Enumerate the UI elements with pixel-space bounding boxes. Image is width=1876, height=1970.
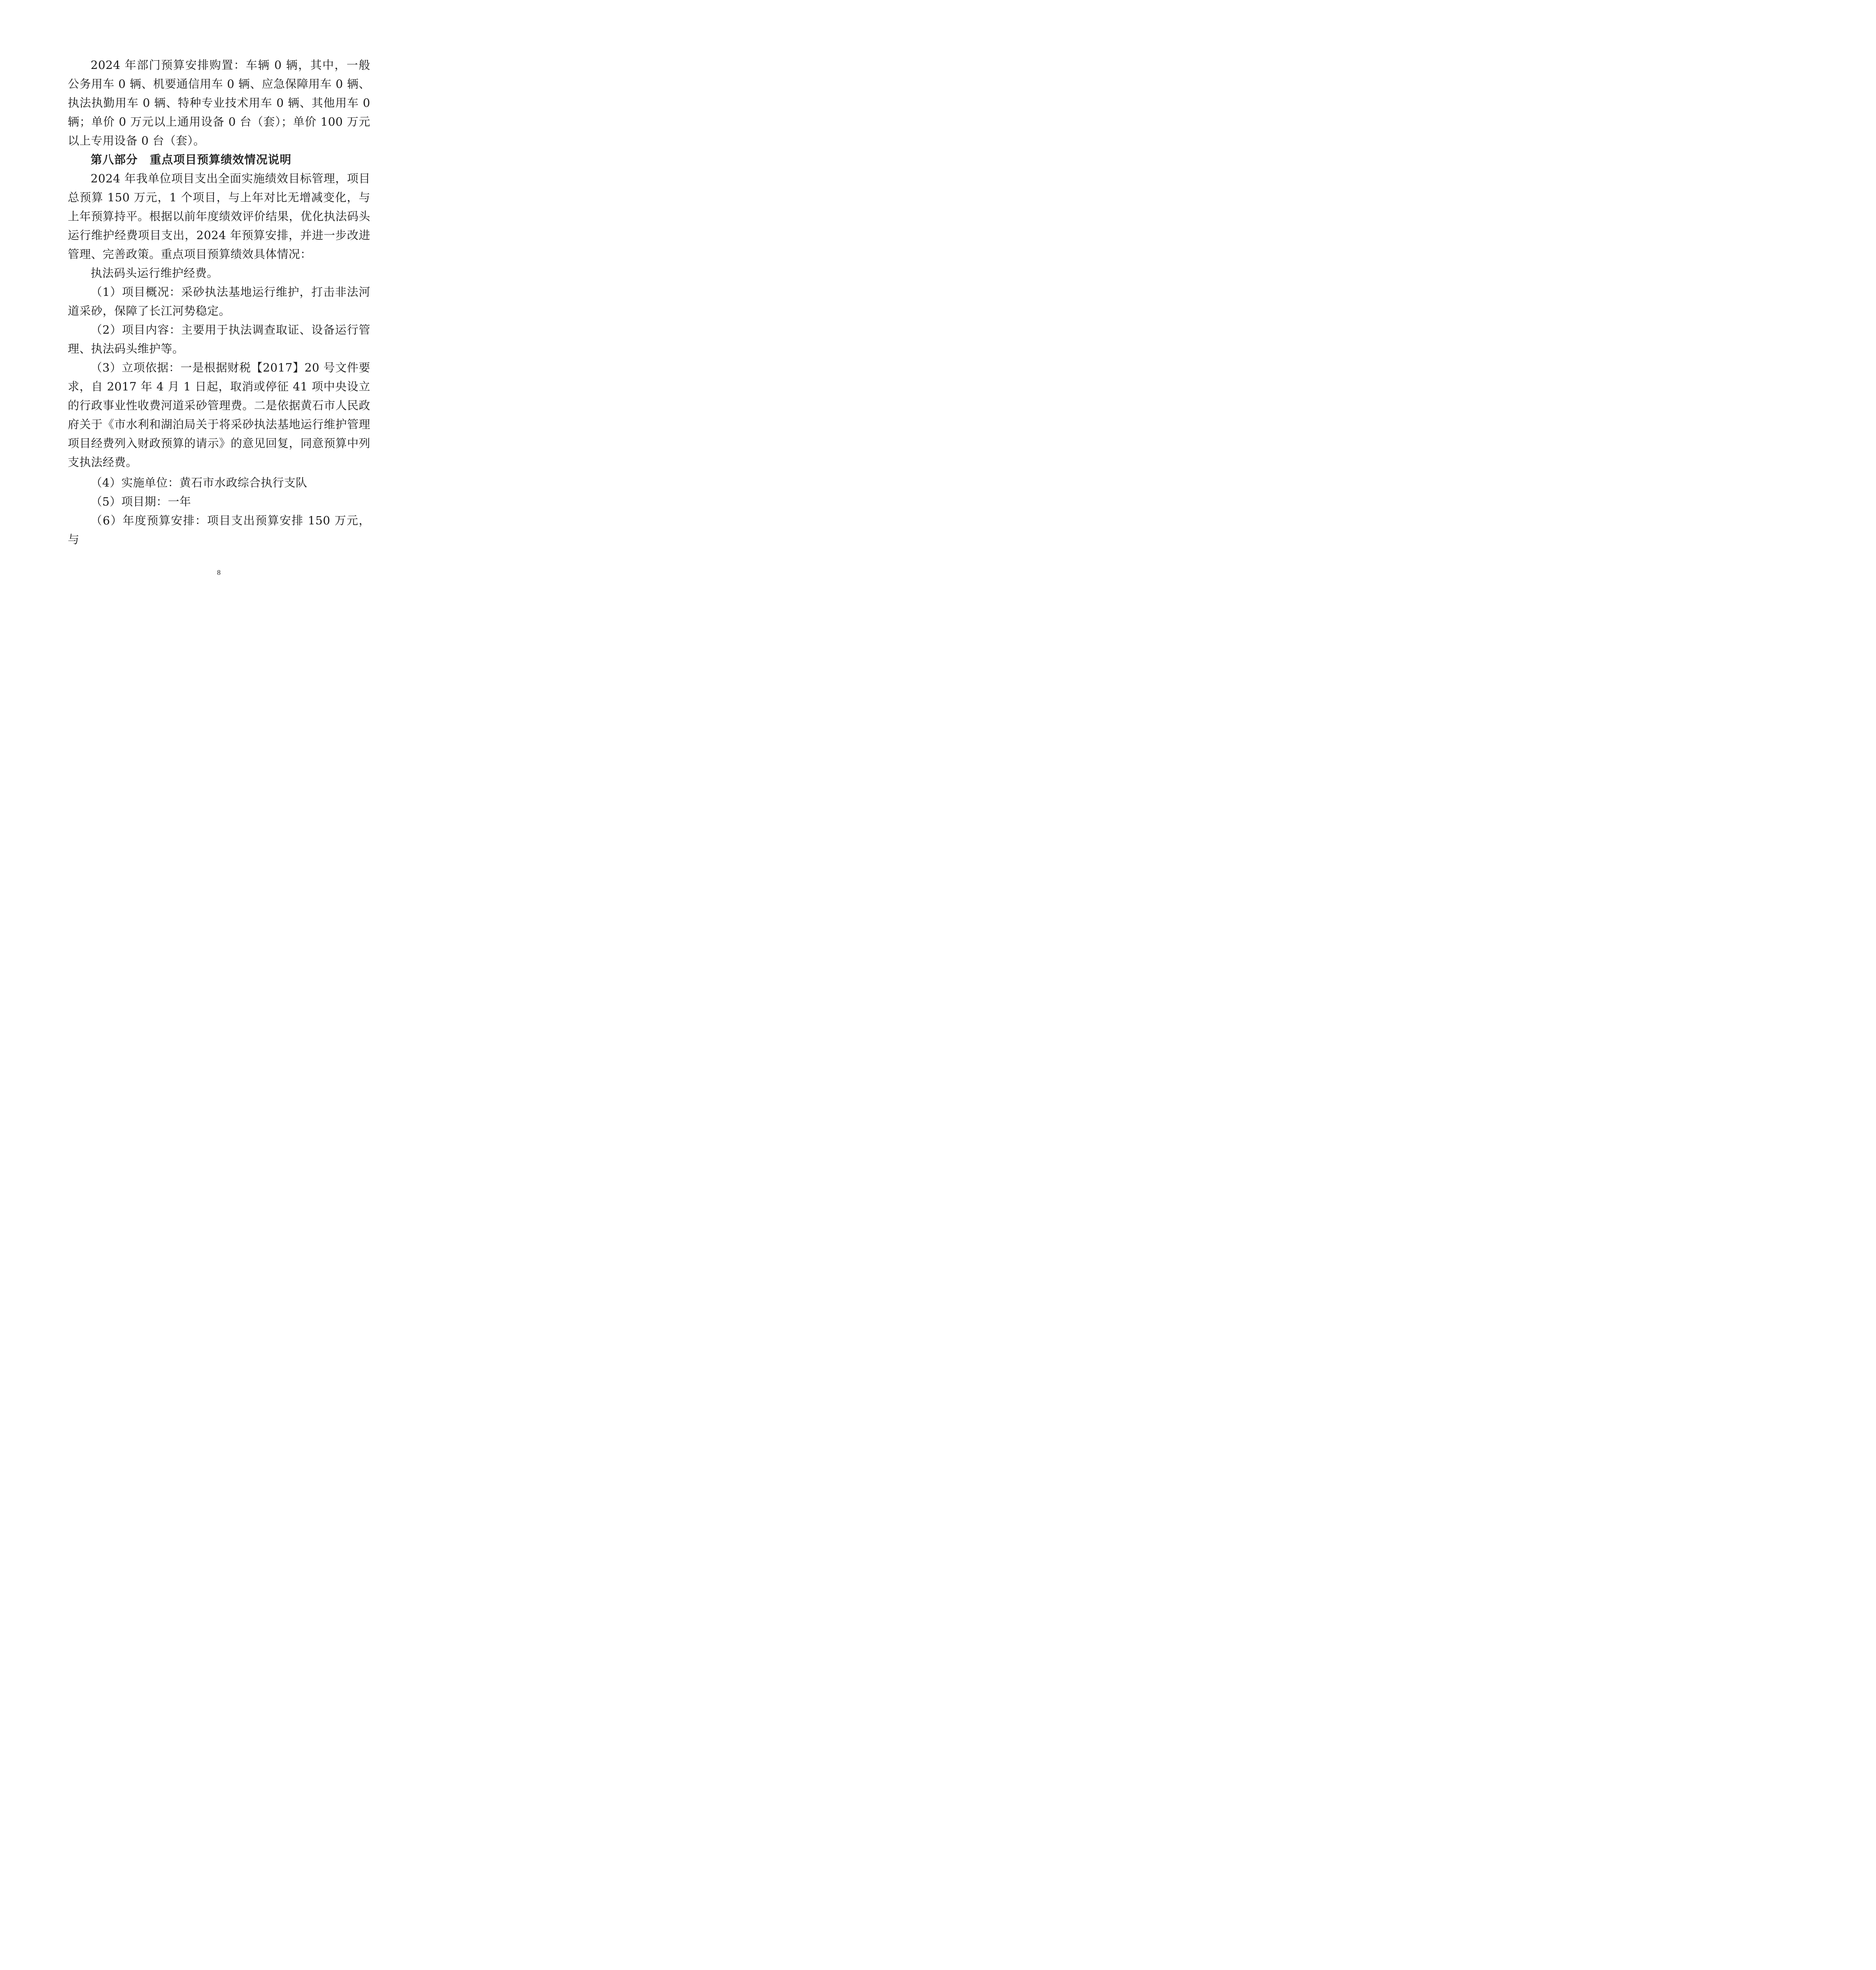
- document-page: [0, 0, 438, 619]
- page-body: [68, 56, 370, 549]
- section-heading-part-eight: 第八部分 重点项目预算绩效情况说明: [91, 153, 292, 166]
- paragraph-annual-budget: （6）年度预算安排：项目支出预算安排 150 万元，与: [68, 514, 370, 546]
- paragraph-project-summary: （1）项目概况：采砂执法基地运行维护，打击非法河道采砂，保障了长江河势稳定。: [68, 285, 370, 318]
- paragraph-performance-overview: 2024 年我单位项目支出全面实施绩效目标管理，项目总预算 150 万元，1 个项目，与上年对比无增减变化，与上年预算持平。根据以前年度绩效评价结果，优化执法码头运行维护经费项目支出，2024 年预算安排，并进一步改进管理、完善政策。重点项目预算绩效具体情况：: [68, 172, 370, 261]
- paragraph-project-period: （5）项目期：一年: [91, 495, 191, 508]
- paragraph-implementing-unit: （4）实施单位：黄石市水政综合执行支队: [91, 476, 307, 489]
- page-number: 8: [217, 569, 221, 576]
- paragraph-vehicle-purchase: 2024 年部门预算安排购置：车辆 0 辆，其中，一般公务用车 0 辆、机要通信用车 0 辆、应急保障用车 0 辆、执法执勤用车 0 辆、特种专业技术用车 0 辆、其他用车 0 辆；单价 0 万元以上通用设备 0 台（套）；单价 100 万元以上专用设备 0 台（套）。: [68, 58, 370, 147]
- paragraph-project-content: （2）项目内容：主要用于执法调查取证、设备运行管理、执法码头维护等。: [68, 323, 370, 355]
- paragraph-project-name: 执法码头运行维护经费。: [91, 266, 219, 280]
- paragraph-project-basis: （3）立项依据：一是根据财税【2017】20 号文件要求，自 2017 年 4 月 1 日起，取消或停征 41 项中央设立的行政事业性收费河道采砂管理费。二是依据黄石市人民政府关于《市水利和湖泊局关于将采砂执法基地运行维护管理项目经费列入财政预算的请示》的意见回复，同意预算中列支执法经费。: [68, 361, 370, 469]
